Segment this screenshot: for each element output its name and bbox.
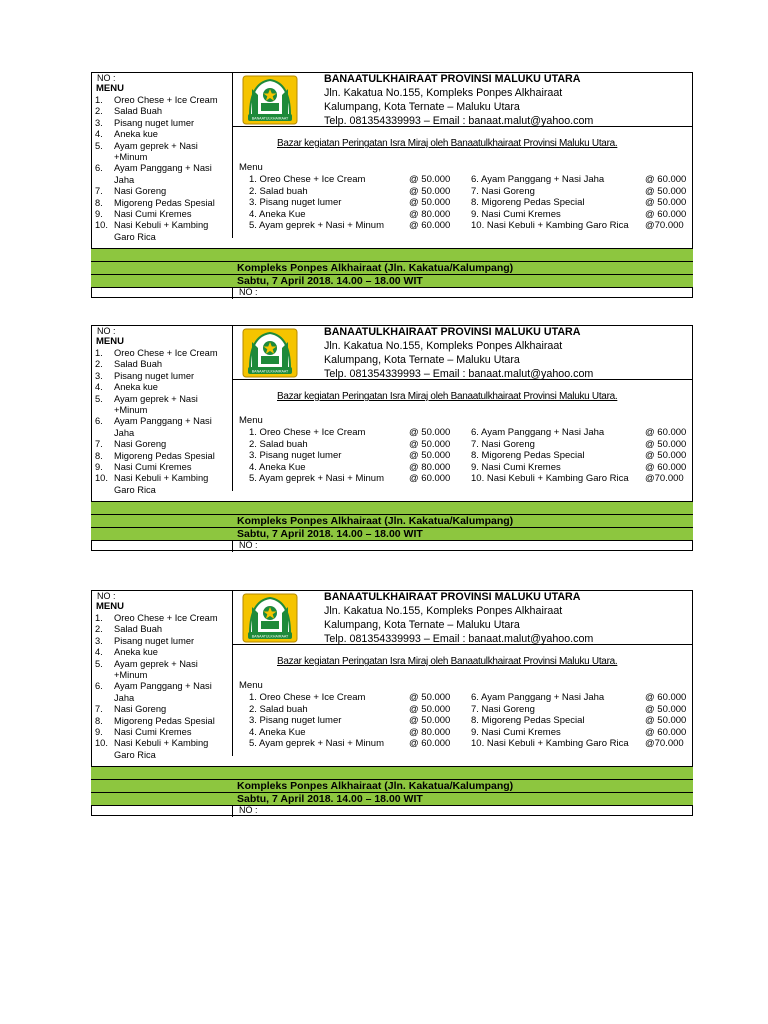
sidebar-menu-text: Ayam geprek + Nasi +Minum <box>114 140 198 163</box>
contact-info: Telp. 081354339993 – Email : banaat.malut@yahoo.com <box>324 633 594 645</box>
sidebar-menu-item <box>95 636 231 647</box>
menu-price-row <box>249 462 455 474</box>
menu-item-name: 8. Migoreng Pedas Special <box>471 715 585 726</box>
coupon-3 <box>91 590 695 816</box>
menu-column-left <box>249 427 455 485</box>
menu-item-price: @70.000 <box>645 473 684 484</box>
column-divider <box>232 590 233 756</box>
menu-item-name: 6. Ayam Panggang + Nasi Jaha <box>471 174 605 185</box>
sidebar-menu-number: 1. <box>95 613 103 623</box>
sidebar-menu-item <box>95 359 231 370</box>
menu-item-name: 6. Ayam Panggang + Nasi Jaha <box>471 427 605 438</box>
date-band <box>91 792 693 805</box>
menu-price-row <box>471 727 689 739</box>
number-label-bottom: NO : <box>239 540 258 550</box>
sidebar-menu-item <box>95 209 231 220</box>
sidebar-menu-item <box>95 220 231 243</box>
sidebar-menu-number: 2. <box>95 106 103 117</box>
menu-item-price: @ 60.000 <box>645 461 687 473</box>
menu-item-name: 8. Migoreng Pedas Special <box>471 450 585 461</box>
sidebar-menu-item <box>95 647 231 658</box>
column-divider <box>232 325 233 491</box>
logo-text: BANAATULKHAIRAAT <box>251 369 289 374</box>
sidebar-menu-number: 9. <box>95 727 103 738</box>
menu-label: Menu <box>239 680 263 691</box>
menu-price-row <box>471 704 689 716</box>
sidebar-menu-number: 4. <box>95 382 103 393</box>
menu-item-name: 7. Nasi Goreng <box>471 438 535 450</box>
menu-price-row <box>471 692 689 704</box>
sidebar-menu-text: Pisang nuget lumer <box>114 117 195 128</box>
menu-item-price: @ 50.000 <box>645 438 687 450</box>
sidebar-menu-number: 10. <box>95 220 108 231</box>
menu-price-row <box>471 473 689 485</box>
logo-text: BANAATULKHAIRAAT <box>251 634 289 639</box>
menu-item-name: 2. Salad buah <box>249 185 308 197</box>
menu-item-name: 10. Nasi Kebuli + Kambing Garo Rica <box>471 738 629 749</box>
menu-item-price: @ 60.000 <box>645 174 687 185</box>
menu-item-name: 8. Migoreng Pedas Special <box>471 197 585 208</box>
menu-item-name: 5. Ayam geprek + Nasi + Minum <box>249 738 384 749</box>
column-divider <box>232 72 233 238</box>
sidebar-menu-text: Salad Buah <box>114 106 163 117</box>
sidebar-menu-item <box>95 371 231 382</box>
event-description: Bazar kegiatan Peringatan Isra Miraj oleh Banaatulkhairaat Provinsi Maluku Utara. <box>277 391 618 402</box>
logo-text: BANAATULKHAIRAAT <box>251 116 289 121</box>
sidebar-menu-item <box>95 198 231 209</box>
sidebar-menu-number: 7. <box>95 439 103 450</box>
sidebar-menu-number: 9. <box>95 462 103 473</box>
menu-item-price: @ 60.000 <box>645 692 687 703</box>
sidebar-menu-item <box>95 348 231 359</box>
event-description: Bazar kegiatan Peringatan Isra Miraj oleh Banaatulkhairaat Provinsi Maluku Utara. <box>277 656 618 667</box>
menu-price-row <box>471 462 689 474</box>
sidebar-menu-number: 5. <box>95 140 103 151</box>
sidebar-menu-item <box>95 462 231 473</box>
sidebar-menu-item <box>95 118 231 129</box>
menu-item-price: @ 80.000 <box>409 208 451 220</box>
menu-item-price: @ 60.000 <box>645 726 687 738</box>
coupon-2 <box>91 325 695 551</box>
sidebar-menu-text: Migoreng Pedas Spesial <box>114 715 215 726</box>
sidebar-menu-item <box>95 613 231 624</box>
sidebar-menu-item <box>95 129 231 140</box>
sidebar-menu-item <box>95 727 231 738</box>
menu-item-price: @ 80.000 <box>409 461 451 473</box>
sidebar-menu-number: 1. <box>95 348 103 358</box>
menu-price-row <box>249 220 455 232</box>
sidebar-menu-text: Pisang nuget lumer <box>114 370 195 381</box>
menu-label: Menu <box>239 415 263 426</box>
sidebar-menu-text: Aneka kue <box>114 382 158 393</box>
menu-item-price: @ 50.000 <box>409 427 451 438</box>
menu-item-price: @ 50.000 <box>645 703 687 715</box>
menu-price-row <box>471 450 689 462</box>
number-label: NO : <box>97 73 116 83</box>
number-label: NO : <box>97 326 116 336</box>
sidebar-menu-number: 9. <box>95 209 103 220</box>
sidebar-menu-number: 10. <box>95 473 108 484</box>
sidebar-menu-text: Salad Buah <box>114 359 163 370</box>
address-line-1: Jln. Kakatua No.155, Kompleks Ponpes Alkhairaat <box>324 87 563 99</box>
location-band <box>91 261 693 274</box>
sidebar-menu-item <box>95 738 231 761</box>
number-row <box>91 287 693 298</box>
menu-column-right <box>471 174 689 232</box>
sidebar-menu-number: 2. <box>95 359 103 370</box>
sidebar-menu-text: Nasi Cumi Kremes <box>114 462 192 473</box>
sidebar-menu-number: 2. <box>95 624 103 635</box>
menu-item-price: @ 50.000 <box>645 197 687 208</box>
menu-title: MENU <box>96 336 124 347</box>
menu-item-price: @ 50.000 <box>409 450 451 461</box>
sidebar-menu-text: Pisang nuget lumer <box>114 635 195 646</box>
sidebar-menu-item <box>95 451 231 462</box>
menu-item-price: @ 50.000 <box>409 692 451 703</box>
sidebar-menu-number: 6. <box>95 163 103 174</box>
menu-price-row <box>249 209 455 221</box>
menu-price-row <box>249 186 455 198</box>
sidebar-menu-text: Aneka kue <box>114 647 158 658</box>
sidebar-menu-text: Oreo Chese + Ice Cream <box>114 348 218 358</box>
sidebar-menu-number: 4. <box>95 647 103 658</box>
menu-price-row <box>249 427 455 439</box>
sidebar-menu-text: Nasi Goreng <box>114 704 167 715</box>
menu-item-price: @ 60.000 <box>409 220 451 231</box>
sidebar-menu-item <box>95 382 231 393</box>
menu-price-row <box>471 439 689 451</box>
menu-price-row <box>471 715 689 727</box>
number-label-bottom: NO : <box>239 805 258 815</box>
sidebar-menu-text: Nasi Cumi Kremes <box>114 209 192 220</box>
sidebar-menu-item <box>95 473 231 496</box>
sidebar-menu-item <box>95 624 231 635</box>
sidebar-menu-item <box>95 106 231 117</box>
menu-price-row <box>249 439 455 451</box>
menu-price-row <box>471 427 689 439</box>
menu-item-name: 2. Salad buah <box>249 703 308 715</box>
menu-item-name: 1. Oreo Chese + Ice Cream <box>249 427 366 438</box>
sidebar-menu-text: Oreo Chese + Ice Cream <box>114 613 218 623</box>
date-band <box>91 527 693 540</box>
menu-price-row <box>249 197 455 209</box>
menu-item-name: 1. Oreo Chese + Ice Cream <box>249 692 366 703</box>
menu-item-price: @ 50.000 <box>409 197 451 208</box>
menu-item-name: 9. Nasi Cumi Kremes <box>471 208 561 220</box>
sidebar-menu-text: Nasi Goreng <box>114 186 167 197</box>
sidebar-menu-item <box>95 681 231 704</box>
sidebar-menu-item <box>95 716 231 727</box>
sidebar-menu-list <box>95 348 231 496</box>
sidebar-menu-number: 8. <box>95 715 103 726</box>
location-band <box>91 779 693 792</box>
menu-column-left <box>249 692 455 750</box>
menu-item-name: 9. Nasi Cumi Kremes <box>471 726 561 738</box>
sidebar-menu-list <box>95 95 231 243</box>
banaatulkhairaat-logo-icon <box>242 75 298 125</box>
menu-item-name: 5. Ayam geprek + Nasi + Minum <box>249 473 384 484</box>
sidebar-menu-text: Oreo Chese + Ice Cream <box>114 95 218 105</box>
menu-price-row <box>249 174 455 186</box>
address-line-2: Kalumpang, Kota Ternate – Maluku Utara <box>324 101 520 113</box>
sidebar-menu-number: 7. <box>95 186 103 197</box>
sidebar-menu-number: 10. <box>95 738 108 749</box>
menu-price-row <box>249 727 455 739</box>
sidebar-menu-item <box>95 416 231 439</box>
menu-item-price: @ 50.000 <box>645 450 687 461</box>
date-band <box>91 274 693 287</box>
menu-title: MENU <box>96 601 124 612</box>
sidebar-menu-number: 3. <box>95 370 103 381</box>
menu-item-price: @ 50.000 <box>645 185 687 197</box>
menu-label: Menu <box>239 162 263 173</box>
menu-column-right <box>471 427 689 485</box>
menu-item-name: 10. Nasi Kebuli + Kambing Garo Rica <box>471 473 629 484</box>
number-row <box>91 805 693 816</box>
date-text: Sabtu, 7 April 2018. 14.00 – 18.00 WIT <box>237 275 423 287</box>
date-text: Sabtu, 7 April 2018. 14.00 – 18.00 WIT <box>237 793 423 805</box>
menu-price-row <box>471 186 689 198</box>
menu-item-price: @70.000 <box>645 220 684 231</box>
menu-price-row <box>471 209 689 221</box>
menu-item-name: 3. Pisang nuget lumer <box>249 715 342 726</box>
banaatulkhairaat-logo-icon <box>242 328 298 378</box>
location-text: Kompleks Ponpes Alkhairaat (Jln. Kakatua/Kalumpang) <box>237 780 514 792</box>
menu-price-row <box>249 692 455 704</box>
event-description: Bazar kegiatan Peringatan Isra Miraj oleh Banaatulkhairaat Provinsi Maluku Utara. <box>277 138 618 149</box>
sidebar-menu-text: Ayam Panggang + Nasi Jaha <box>114 163 212 185</box>
number-row <box>91 540 693 551</box>
sidebar-menu-text: Ayam geprek + Nasi +Minum <box>114 393 198 416</box>
menu-title: MENU <box>96 83 124 94</box>
location-text: Kompleks Ponpes Alkhairaat (Jln. Kakatua/Kalumpang) <box>237 515 514 527</box>
number-label-bottom: NO : <box>239 287 258 297</box>
menu-price-row <box>249 473 455 485</box>
address-line-2: Kalumpang, Kota Ternate – Maluku Utara <box>324 354 520 366</box>
contact-info: Telp. 081354339993 – Email : banaat.malut@yahoo.com <box>324 115 594 127</box>
date-text: Sabtu, 7 April 2018. 14.00 – 18.00 WIT <box>237 528 423 540</box>
menu-price-row <box>249 715 455 727</box>
sidebar-menu-text: Nasi Kebuli + Kambing Garo Rica <box>114 220 209 242</box>
menu-item-name: 10. Nasi Kebuli + Kambing Garo Rica <box>471 220 629 231</box>
menu-item-price: @ 60.000 <box>409 473 451 484</box>
menu-item-price: @ 60.000 <box>645 427 687 438</box>
sidebar-menu-text: Aneka kue <box>114 129 158 140</box>
sidebar-menu-list <box>95 613 231 761</box>
green-row-blank <box>91 248 693 261</box>
organization-name: BANAATULKHAIRAAT PROVINSI MALUKU UTARA <box>324 591 581 603</box>
sidebar-menu-item <box>95 439 231 450</box>
menu-item-price: @ 50.000 <box>409 174 451 185</box>
sidebar-menu-item <box>95 659 231 682</box>
sidebar-menu-number: 8. <box>95 450 103 461</box>
address-line-1: Jln. Kakatua No.155, Kompleks Ponpes Alkhairaat <box>324 340 563 352</box>
menu-item-name: 4. Aneka Kue <box>249 208 306 220</box>
organization-name: BANAATULKHAIRAAT PROVINSI MALUKU UTARA <box>324 326 581 338</box>
sidebar-menu-text: Migoreng Pedas Spesial <box>114 197 215 208</box>
menu-price-row <box>471 220 689 232</box>
menu-price-row <box>471 197 689 209</box>
menu-price-row <box>249 738 455 750</box>
menu-item-name: 4. Aneka Kue <box>249 726 306 738</box>
sidebar-menu-item <box>95 95 231 106</box>
sidebar-menu-item <box>95 141 231 164</box>
menu-price-row <box>249 704 455 716</box>
sidebar-menu-number: 3. <box>95 117 103 128</box>
contact-info: Telp. 081354339993 – Email : banaat.malut@yahoo.com <box>324 368 594 380</box>
sidebar-menu-item <box>95 394 231 417</box>
menu-item-name: 1. Oreo Chese + Ice Cream <box>249 174 366 185</box>
sidebar-menu-text: Migoreng Pedas Spesial <box>114 450 215 461</box>
sidebar-menu-item <box>95 704 231 715</box>
menu-item-price: @ 50.000 <box>409 715 451 726</box>
sidebar-menu-number: 6. <box>95 416 103 427</box>
menu-item-price: @ 50.000 <box>645 715 687 726</box>
sidebar-menu-number: 3. <box>95 635 103 646</box>
menu-item-price: @70.000 <box>645 738 684 749</box>
menu-item-name: 6. Ayam Panggang + Nasi Jaha <box>471 692 605 703</box>
address-line-1: Jln. Kakatua No.155, Kompleks Ponpes Alkhairaat <box>324 605 563 617</box>
address-line-2: Kalumpang, Kota Ternate – Maluku Utara <box>324 619 520 631</box>
menu-item-name: 2. Salad buah <box>249 438 308 450</box>
menu-item-name: 7. Nasi Goreng <box>471 703 535 715</box>
green-row-blank <box>91 501 693 514</box>
menu-item-name: 5. Ayam geprek + Nasi + Minum <box>249 220 384 231</box>
sidebar-menu-number: 1. <box>95 95 103 105</box>
location-text: Kompleks Ponpes Alkhairaat (Jln. Kakatua/Kalumpang) <box>237 262 514 274</box>
sidebar-menu-text: Nasi Kebuli + Kambing Garo Rica <box>114 738 209 760</box>
menu-column-right <box>471 692 689 750</box>
menu-item-price: @ 50.000 <box>409 438 451 450</box>
menu-item-price: @ 60.000 <box>409 738 451 749</box>
sidebar-menu-number: 6. <box>95 681 103 692</box>
sidebar-menu-text: Ayam geprek + Nasi +Minum <box>114 658 198 681</box>
menu-price-row <box>249 450 455 462</box>
menu-item-price: @ 50.000 <box>409 185 451 197</box>
menu-item-name: 4. Aneka Kue <box>249 461 306 473</box>
menu-column-left <box>249 174 455 232</box>
location-band <box>91 514 693 527</box>
sidebar-menu-number: 7. <box>95 704 103 715</box>
sidebar-menu-item <box>95 163 231 186</box>
number-label: NO : <box>97 591 116 601</box>
menu-item-price: @ 80.000 <box>409 726 451 738</box>
green-row-blank <box>91 766 693 779</box>
sidebar-menu-text: Nasi Cumi Kremes <box>114 727 192 738</box>
sidebar-menu-text: Nasi Kebuli + Kambing Garo Rica <box>114 473 209 495</box>
menu-item-price: @ 60.000 <box>645 208 687 220</box>
organization-name: BANAATULKHAIRAAT PROVINSI MALUKU UTARA <box>324 73 581 85</box>
menu-price-row <box>471 174 689 186</box>
menu-item-name: 3. Pisang nuget lumer <box>249 450 342 461</box>
banaatulkhairaat-logo-icon <box>242 593 298 643</box>
sidebar-menu-text: Ayam Panggang + Nasi Jaha <box>114 681 212 703</box>
sidebar-menu-number: 5. <box>95 393 103 404</box>
sidebar-menu-text: Nasi Goreng <box>114 439 167 450</box>
menu-item-name: 3. Pisang nuget lumer <box>249 197 342 208</box>
sidebar-menu-text: Salad Buah <box>114 624 163 635</box>
menu-item-price: @ 50.000 <box>409 703 451 715</box>
sidebar-menu-number: 5. <box>95 658 103 669</box>
menu-item-name: 7. Nasi Goreng <box>471 185 535 197</box>
sidebar-menu-text: Ayam Panggang + Nasi Jaha <box>114 416 212 438</box>
menu-item-name: 9. Nasi Cumi Kremes <box>471 461 561 473</box>
sidebar-menu-item <box>95 186 231 197</box>
sidebar-menu-number: 4. <box>95 129 103 140</box>
coupon-1 <box>91 72 695 298</box>
menu-price-row <box>471 738 689 750</box>
sidebar-menu-number: 8. <box>95 197 103 208</box>
